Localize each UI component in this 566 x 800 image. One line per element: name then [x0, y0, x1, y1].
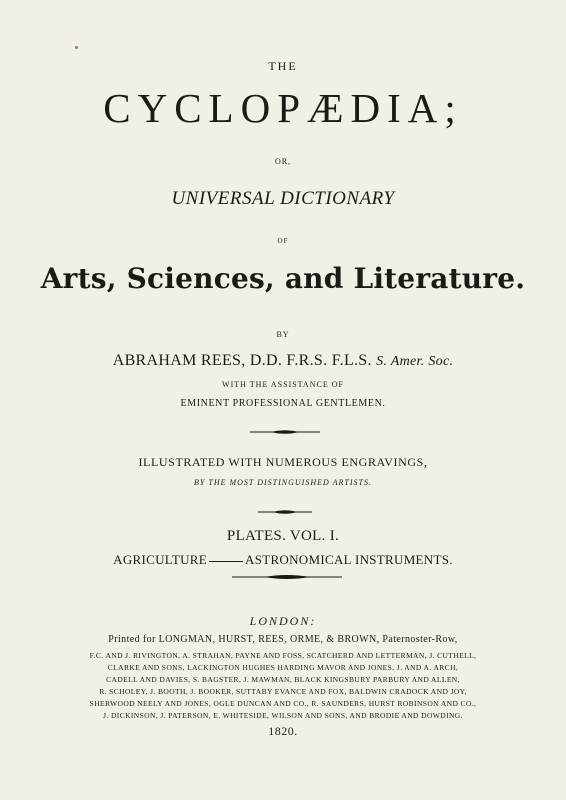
author-line: [0, 352, 566, 370]
author-name: ABRAHAM REES, D.D. F.R.S. F.L.S.: [112, 352, 372, 369]
title-article: THE: [268, 59, 298, 73]
booksellers-line-4: R. SCHOLEY, J. BOOTH, J. BOOKER, SUTTABY EVANCE AND FOX, BALDWIN CRADOCK AND JOY,: [99, 687, 467, 696]
booksellers-line-2: CLARKE AND SONS, LACKINGTON HUGHES HARDING MAVOR AND JONES, J. AND A. ARCH,: [107, 663, 459, 672]
or-label: OR,: [274, 157, 292, 166]
artists-line: BY THE MOST DISTINGUISHED ARTISTS.: [194, 478, 372, 487]
booksellers-line-5: SHERWOOD NEELY AND JONES, OGLE DUNCAN AND CO., R. SAUNDERS, HURST ROBINSON AND CO.,: [89, 699, 477, 708]
of-label: OF: [277, 237, 289, 245]
booksellers-line-1: F.C. AND J. RIVINGTON, A. STRAHAN, PAYNE AND FOSS, SCATCHERD AND LETTERMAN, J. CUTHELL,: [89, 651, 477, 660]
author-society: S. Amer. Soc.: [376, 354, 454, 369]
printers-line: Printed for LONGMAN, HURST, REES, ORME, & BROWN, Paternoster-Row,: [108, 634, 458, 645]
subjects-line: Arts, Sciences, and Literature.: [40, 262, 526, 295]
ornamental-rule-3: [232, 573, 342, 581]
booksellers-line-3: CADELL AND DAVIES, S. BAGSTER, J. MAWMAN, BLACK KINGSBURY PARBURY AND ALLEN,: [106, 675, 460, 684]
booksellers-line-6: J. DICKINSON, J. PATERSON, E. WHITESIDE, WILSON AND SONS, AND BRODIE AND DOWDING.: [103, 711, 463, 720]
range-start: AGRICULTURE: [113, 552, 207, 567]
paper-speck: [75, 46, 78, 49]
ornamental-rule-1: [250, 428, 320, 436]
subtitle: UNIVERSAL DICTIONARY: [171, 188, 395, 209]
illustrated-line: ILLUSTRATED WITH NUMEROUS ENGRAVINGS,: [138, 455, 428, 469]
volume-range: [0, 552, 566, 568]
assistance-line: WITH THE ASSISTANCE OF: [222, 380, 344, 389]
range-dash: [209, 561, 243, 562]
range-end: ASTRONOMICAL INSTRUMENTS.: [245, 552, 453, 567]
publication-year: 1820.: [268, 724, 298, 738]
main-title: CYCLOPÆDIA;: [103, 85, 463, 131]
contributors-line: EMINENT PROFESSIONAL GENTLEMEN.: [180, 398, 386, 409]
by-label: BY: [276, 330, 290, 339]
volume-line: PLATES. VOL. I.: [226, 528, 340, 544]
ornamental-rule-2: [258, 508, 312, 516]
imprint-city: LONDON:: [249, 614, 317, 628]
